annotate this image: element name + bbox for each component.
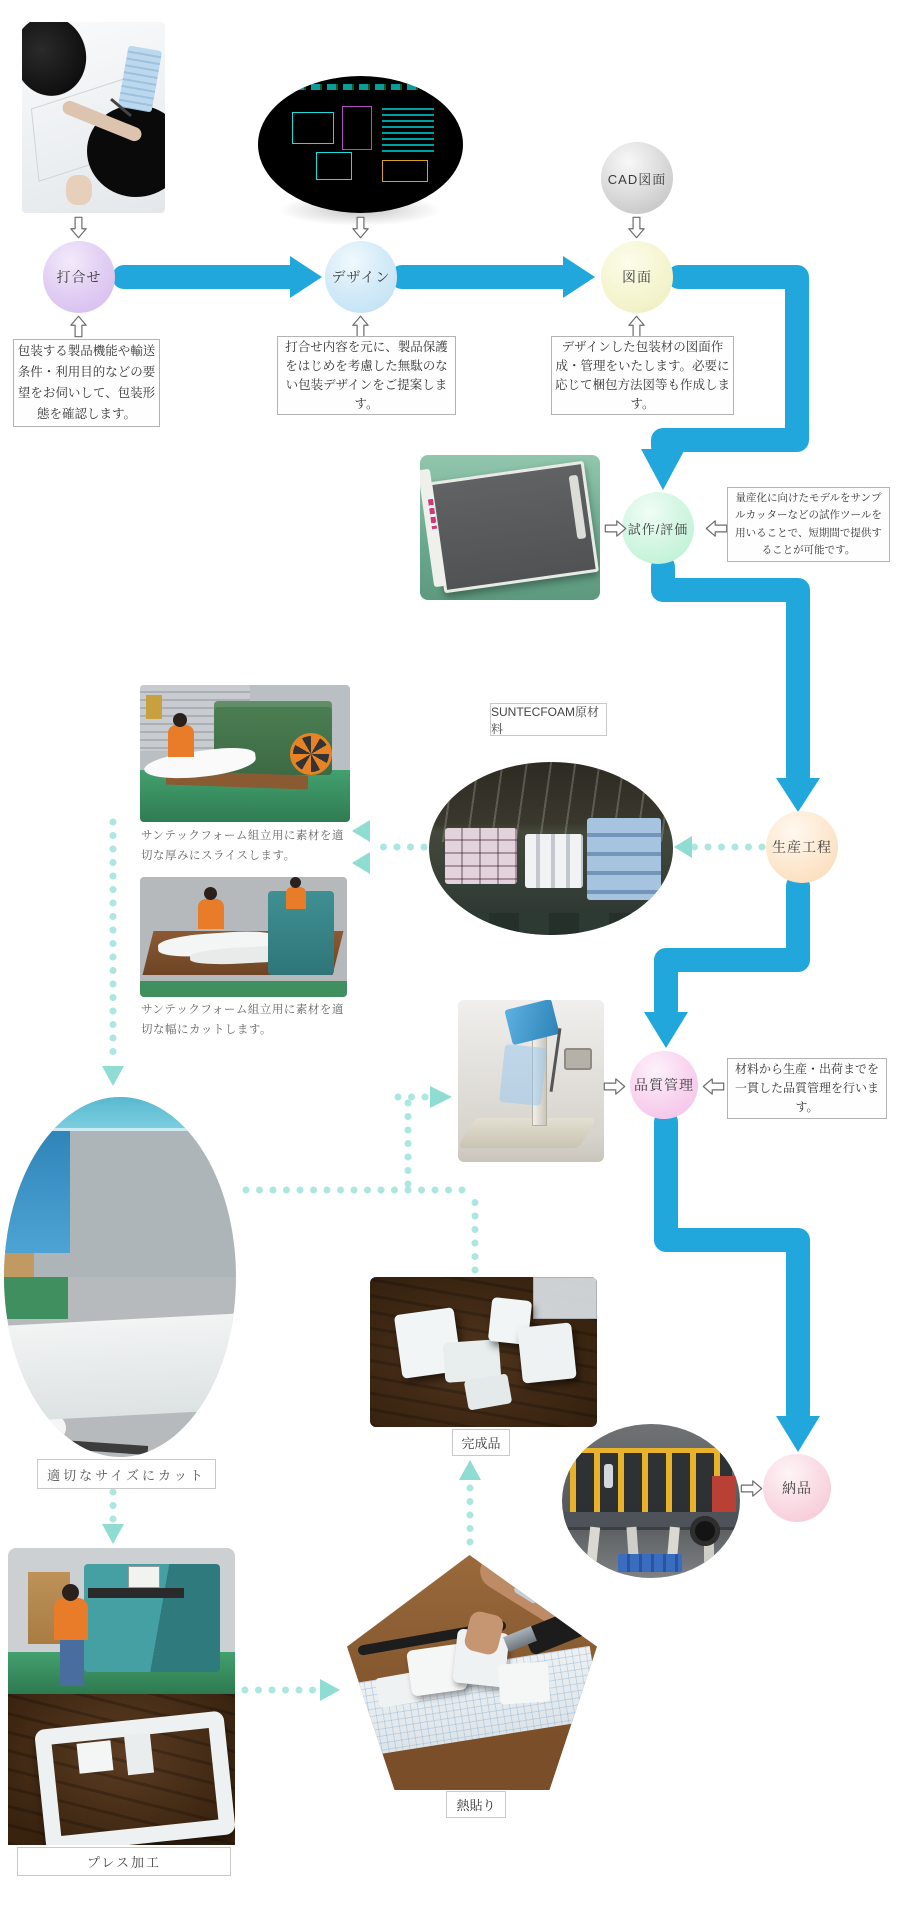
hollow-arrow-down-icon — [628, 216, 645, 239]
dotted-head-test-rig — [430, 1086, 452, 1108]
blue-test-sample — [504, 1000, 559, 1045]
photo-press-machine — [8, 1548, 235, 1694]
node-meeting — [43, 241, 115, 313]
node-meeting-label: 打合せ — [56, 269, 102, 285]
foam-block — [124, 1733, 154, 1775]
dotted-head-heatbond — [320, 1679, 340, 1701]
arrow-prototype-to-production-head — [776, 778, 820, 812]
yellow-safety-railing — [570, 1448, 732, 1519]
foam-stack-pink — [445, 828, 517, 884]
blue-machine — [4, 1131, 70, 1253]
note-prototype-text: 量産化に向けたモデルをサンプルカッターなどの試作ツールを用いることで、短期間で提供することが可能です。 — [735, 491, 882, 556]
cut-caption-text: サンテックフォーム組立用に素材を適切な幅にカットします。 — [141, 1004, 344, 1036]
worker-legs — [60, 1640, 84, 1686]
photo-manual-cut — [4, 1277, 236, 1457]
slicer-wheel — [290, 733, 332, 775]
node-design — [325, 241, 397, 313]
cut-caption — [141, 1000, 355, 1040]
truck-wheel — [690, 1516, 720, 1546]
note-quality-text: 材料から生産・出荷までを一貫した品質管理を行います。 — [734, 1062, 879, 1114]
worker-head — [173, 713, 187, 727]
worker-figure — [604, 1464, 613, 1488]
dotted-head-press — [102, 1524, 124, 1544]
heat-bond-label — [446, 1791, 506, 1818]
worker-figure — [4, 1450, 72, 1457]
hollow-arrow-left-icon — [702, 1078, 725, 1095]
dotted-head-ovals — [102, 1066, 124, 1086]
slice-caption-text: サンテックフォーム組立用に素材を適切な厚みにスライスします。 — [141, 830, 344, 862]
note-design-text: 打合せ内容を元に、製品保護をはじめを考慮した無駄のない包装デザインをご提案します。 — [285, 339, 448, 411]
arrow-drawing-to-prototype-head — [641, 449, 685, 490]
node-prototype-evaluation — [622, 492, 694, 564]
cad-wireframe — [316, 152, 352, 180]
hollow-arrow-down-icon — [352, 216, 369, 239]
cad-toolbar — [279, 84, 443, 90]
cork-board — [4, 1253, 34, 1277]
node-delivery — [763, 1454, 831, 1522]
photo-pressed-foam — [8, 1694, 235, 1845]
note-drawing — [551, 336, 734, 415]
worker-head — [290, 877, 301, 888]
node-quality-label: 品質管理 — [634, 1077, 694, 1093]
hollow-arrow-right-icon — [603, 1078, 626, 1095]
worker-figure — [286, 887, 306, 909]
person-hand — [66, 175, 92, 205]
hollow-arrow-right-icon — [740, 1480, 763, 1497]
photo-heat-bonding — [347, 1555, 597, 1790]
size-cut-label — [37, 1459, 216, 1489]
node-design-label: デザイン — [331, 269, 391, 285]
heat-bond-text: 熱貼り — [456, 1798, 496, 1813]
node-prototype-label: 試作/評価 — [627, 521, 689, 537]
arrow-meeting-to-design-head — [290, 256, 322, 298]
arrow-production-to-quality-head — [644, 1012, 688, 1048]
factory-floor — [140, 981, 347, 997]
finished-product-label — [452, 1429, 510, 1456]
platform-leg — [586, 1527, 600, 1570]
press-label-text: プレス加工 — [86, 1855, 162, 1870]
node-production-process — [766, 811, 838, 883]
sensor-cable — [550, 1028, 562, 1092]
node-drawing — [601, 241, 673, 313]
foam-stack-blue — [587, 818, 661, 900]
factory-floor — [4, 1277, 68, 1319]
note-design — [277, 336, 456, 415]
blue-ruler — [118, 46, 162, 113]
hollow-arrow-up-icon — [70, 315, 87, 338]
hollow-arrow-right-icon — [604, 520, 627, 537]
worker-head — [204, 887, 217, 900]
warehouse-floor — [429, 913, 673, 935]
dotted-head-warehouse — [674, 836, 692, 858]
slice-caption — [141, 826, 355, 866]
truck-cab — [712, 1476, 736, 1516]
foam-frame — [34, 1710, 235, 1845]
finished-label-text: 完成品 — [461, 1436, 501, 1451]
photo-raw-material-warehouse — [429, 762, 673, 935]
cad-wireframe — [292, 112, 334, 144]
graph-paper-corner — [533, 1277, 597, 1319]
photo-sample-cutter — [420, 455, 600, 600]
hollow-arrow-down-icon — [70, 216, 87, 239]
node-drawing-label: 図面 — [622, 269, 652, 285]
machine-sign — [128, 1566, 160, 1588]
note-prototype — [727, 487, 890, 562]
falling-sample-ghost — [499, 1044, 547, 1106]
hollow-arrow-up-icon — [352, 315, 369, 338]
size-cut-text: 適切なサイズにカット — [47, 1467, 206, 1483]
hollow-arrow-up-icon — [628, 315, 645, 338]
arrow-prototype-to-production — [663, 567, 798, 776]
photo-meeting-discussion — [22, 22, 165, 213]
cad-title-block — [382, 160, 428, 182]
cad-wireframe — [342, 106, 372, 150]
press-beam — [88, 1588, 184, 1598]
note-meeting-text: 包装する製品機能や輸送条件・利用目的などの要望をお伺いして、包装形態を確認します。 — [17, 344, 156, 421]
note-drawing-text: デザインした包装材の図面作成・管理をいたします。必要に応じて梱包方法図等も作成します。 — [555, 339, 731, 411]
arrow-design-to-drawing-head — [563, 256, 595, 298]
photo-delivery-truck — [562, 1424, 740, 1578]
hollow-arrow-left-icon — [705, 520, 728, 537]
arrow-production-to-quality — [666, 886, 798, 1010]
foam-block — [498, 1661, 551, 1704]
photo-quality-test-rig — [458, 1000, 604, 1162]
worker-head — [62, 1584, 79, 1601]
worker-figure — [198, 899, 224, 929]
node-delivery-label: 納品 — [782, 1480, 812, 1496]
measuring-instrument — [564, 1048, 592, 1070]
raw-material-label — [490, 703, 607, 736]
blue-pallet — [618, 1554, 682, 1572]
worker-figure — [168, 725, 194, 757]
node-cad-drawing — [601, 142, 673, 214]
test-base-plate — [458, 1118, 597, 1148]
node-production-label: 生産工程 — [772, 839, 832, 855]
photo-size-cutting-oval — [4, 1097, 236, 1457]
foam-block — [77, 1740, 114, 1773]
note-quality — [727, 1058, 887, 1119]
raw-material-text: SUNTECFOAM原材料 — [491, 704, 600, 736]
photo-width-cutting-machine — [140, 877, 347, 997]
electric-box — [146, 695, 162, 719]
window-band — [4, 1097, 236, 1131]
photo-vertical-cut — [4, 1097, 236, 1277]
photo-slicing-machine — [140, 685, 350, 822]
arrow-quality-to-delivery — [666, 1122, 798, 1414]
photo-cad-screen — [258, 76, 463, 213]
press-label — [17, 1847, 231, 1876]
photo-finished-product — [370, 1277, 597, 1427]
dotted-head-finished — [459, 1460, 481, 1480]
note-meeting — [13, 339, 160, 427]
worker-figure — [54, 1598, 88, 1640]
foam-stack-white — [525, 834, 583, 888]
node-quality-control — [630, 1051, 698, 1119]
arrow-quality-to-delivery-head — [776, 1416, 820, 1452]
foam-sheet — [4, 1312, 236, 1421]
foam-assembly — [517, 1322, 577, 1383]
cad-dimension-table — [382, 108, 434, 152]
node-cad-label: CAD図面 — [607, 171, 667, 187]
